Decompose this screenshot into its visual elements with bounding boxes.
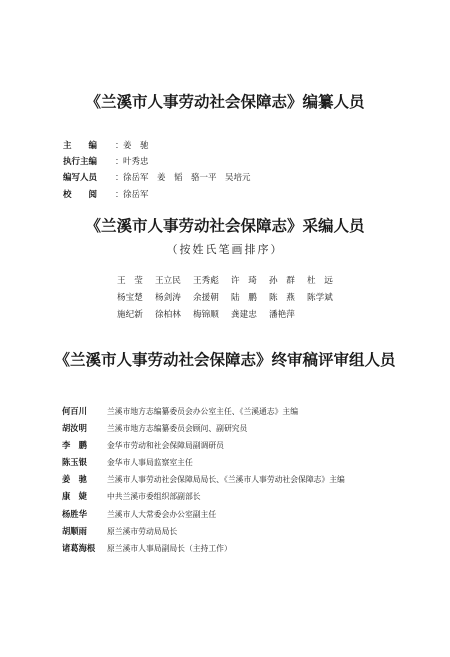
member-row: [62, 454, 442, 471]
member-name: 杨胜华: [62, 508, 87, 519]
member-row: [62, 488, 442, 505]
member-name: 陈玉银: [62, 457, 87, 468]
compiler-name: 杨宝楚: [117, 293, 143, 303]
member-name: 何百川: [62, 406, 87, 416]
section3-title: 《兰溪市人事劳动社会保障志》终审稿评审组人员: [54, 350, 396, 369]
member-title: 兰溪市地方志编纂委员会办公室主任、《兰溪通志》主编: [107, 407, 299, 416]
member-row: [62, 437, 442, 454]
member-row: [62, 420, 442, 437]
compiler-row: [117, 273, 417, 290]
compilers-list: [117, 273, 417, 324]
section2-subtitle: （按姓氏笔画排序）: [166, 243, 284, 256]
editor-names: 徐岳军 姜 韬 骆一平 吴培元: [123, 173, 251, 184]
member-row: [62, 506, 442, 523]
editor-names: 徐岳军: [123, 189, 149, 200]
member-title: 兰溪市人大常委会办公室副主任: [107, 509, 217, 519]
compiler-name: 孙 群: [269, 276, 295, 286]
editor-role: 主 编: [63, 141, 98, 151]
member-name: 康 婕: [62, 491, 87, 502]
compiler-name: 施纪新: [117, 310, 143, 320]
section2-title: 《兰溪市人事劳动社会保障志》采编人员: [85, 216, 365, 235]
member-name: 李 鹏: [62, 440, 87, 451]
compiler-name: 潘艳萍: [269, 310, 295, 320]
member-row: [62, 403, 442, 420]
member-name: 姜 驰: [62, 474, 87, 485]
compiler-name: 杜 远: [307, 276, 333, 286]
editors-list: [63, 138, 403, 203]
compiler-name: 杨剑涛: [155, 293, 181, 303]
member-row: [62, 540, 442, 557]
editor-row: 校 阅 ：徐岳军: [63, 187, 403, 203]
member-name: 胡顺雨: [62, 525, 87, 536]
member-title: 金华市人事局监察室主任: [107, 458, 193, 468]
editor-role: 校 阅: [63, 189, 98, 200]
editor-row: 执行主编 ：叶秀忠: [63, 154, 403, 170]
member-title: 中共兰溪市委组织部副部长: [107, 492, 201, 502]
member-name: 诸葛海根: [62, 542, 96, 553]
compiler-name: 陈学斌: [307, 293, 333, 303]
member-row: [62, 471, 442, 488]
compiler-name: 余援朝: [193, 293, 219, 303]
compiler-name: 梅锦顺: [193, 310, 219, 320]
member-title: 原兰溪市劳动局局长: [107, 526, 178, 536]
review-group-list: [62, 403, 442, 557]
editor-role: 执行主编: [63, 157, 98, 168]
editor-row: 主 编 ：姜 驰: [63, 138, 403, 154]
member-title: 原兰溪市人事局副局长（主持工作）: [107, 543, 232, 553]
member-row: [62, 523, 442, 540]
compiler-row: [117, 290, 417, 307]
member-title: 兰溪市人事劳动社会保障局局长、《兰溪市人事劳动社会保障志》主编: [107, 475, 345, 485]
member-title: 兰溪市地方志编纂委员会顾问、副研究员: [107, 424, 248, 434]
editor-role: 编写人员: [63, 173, 98, 184]
compiler-name: 陆 鹏: [231, 293, 257, 303]
editor-names: 姜 驰: [123, 141, 149, 151]
compiler-name: 龚建忠: [231, 310, 257, 320]
compiler-name: 陈 燕: [269, 293, 295, 303]
compiler-name: 王秀彪: [193, 276, 219, 286]
compiler-name: 王 莹: [117, 276, 143, 286]
section1-title: 《兰溪市人事劳动社会保障志》编纂人员: [85, 92, 365, 111]
editor-names: 叶秀忠: [123, 157, 149, 168]
compiler-row: [117, 307, 417, 324]
compiler-name: 徐柏林: [155, 310, 181, 320]
compiler-name: 王立民: [155, 276, 181, 286]
editor-row: 编写人员 ：徐岳军 姜 韬 骆一平 吴培元: [63, 170, 403, 186]
member-name: 胡汝明: [62, 423, 87, 434]
member-title: 金华市劳动和社会保障局副调研员: [107, 441, 224, 451]
compiler-name: 许 琦: [231, 276, 257, 286]
